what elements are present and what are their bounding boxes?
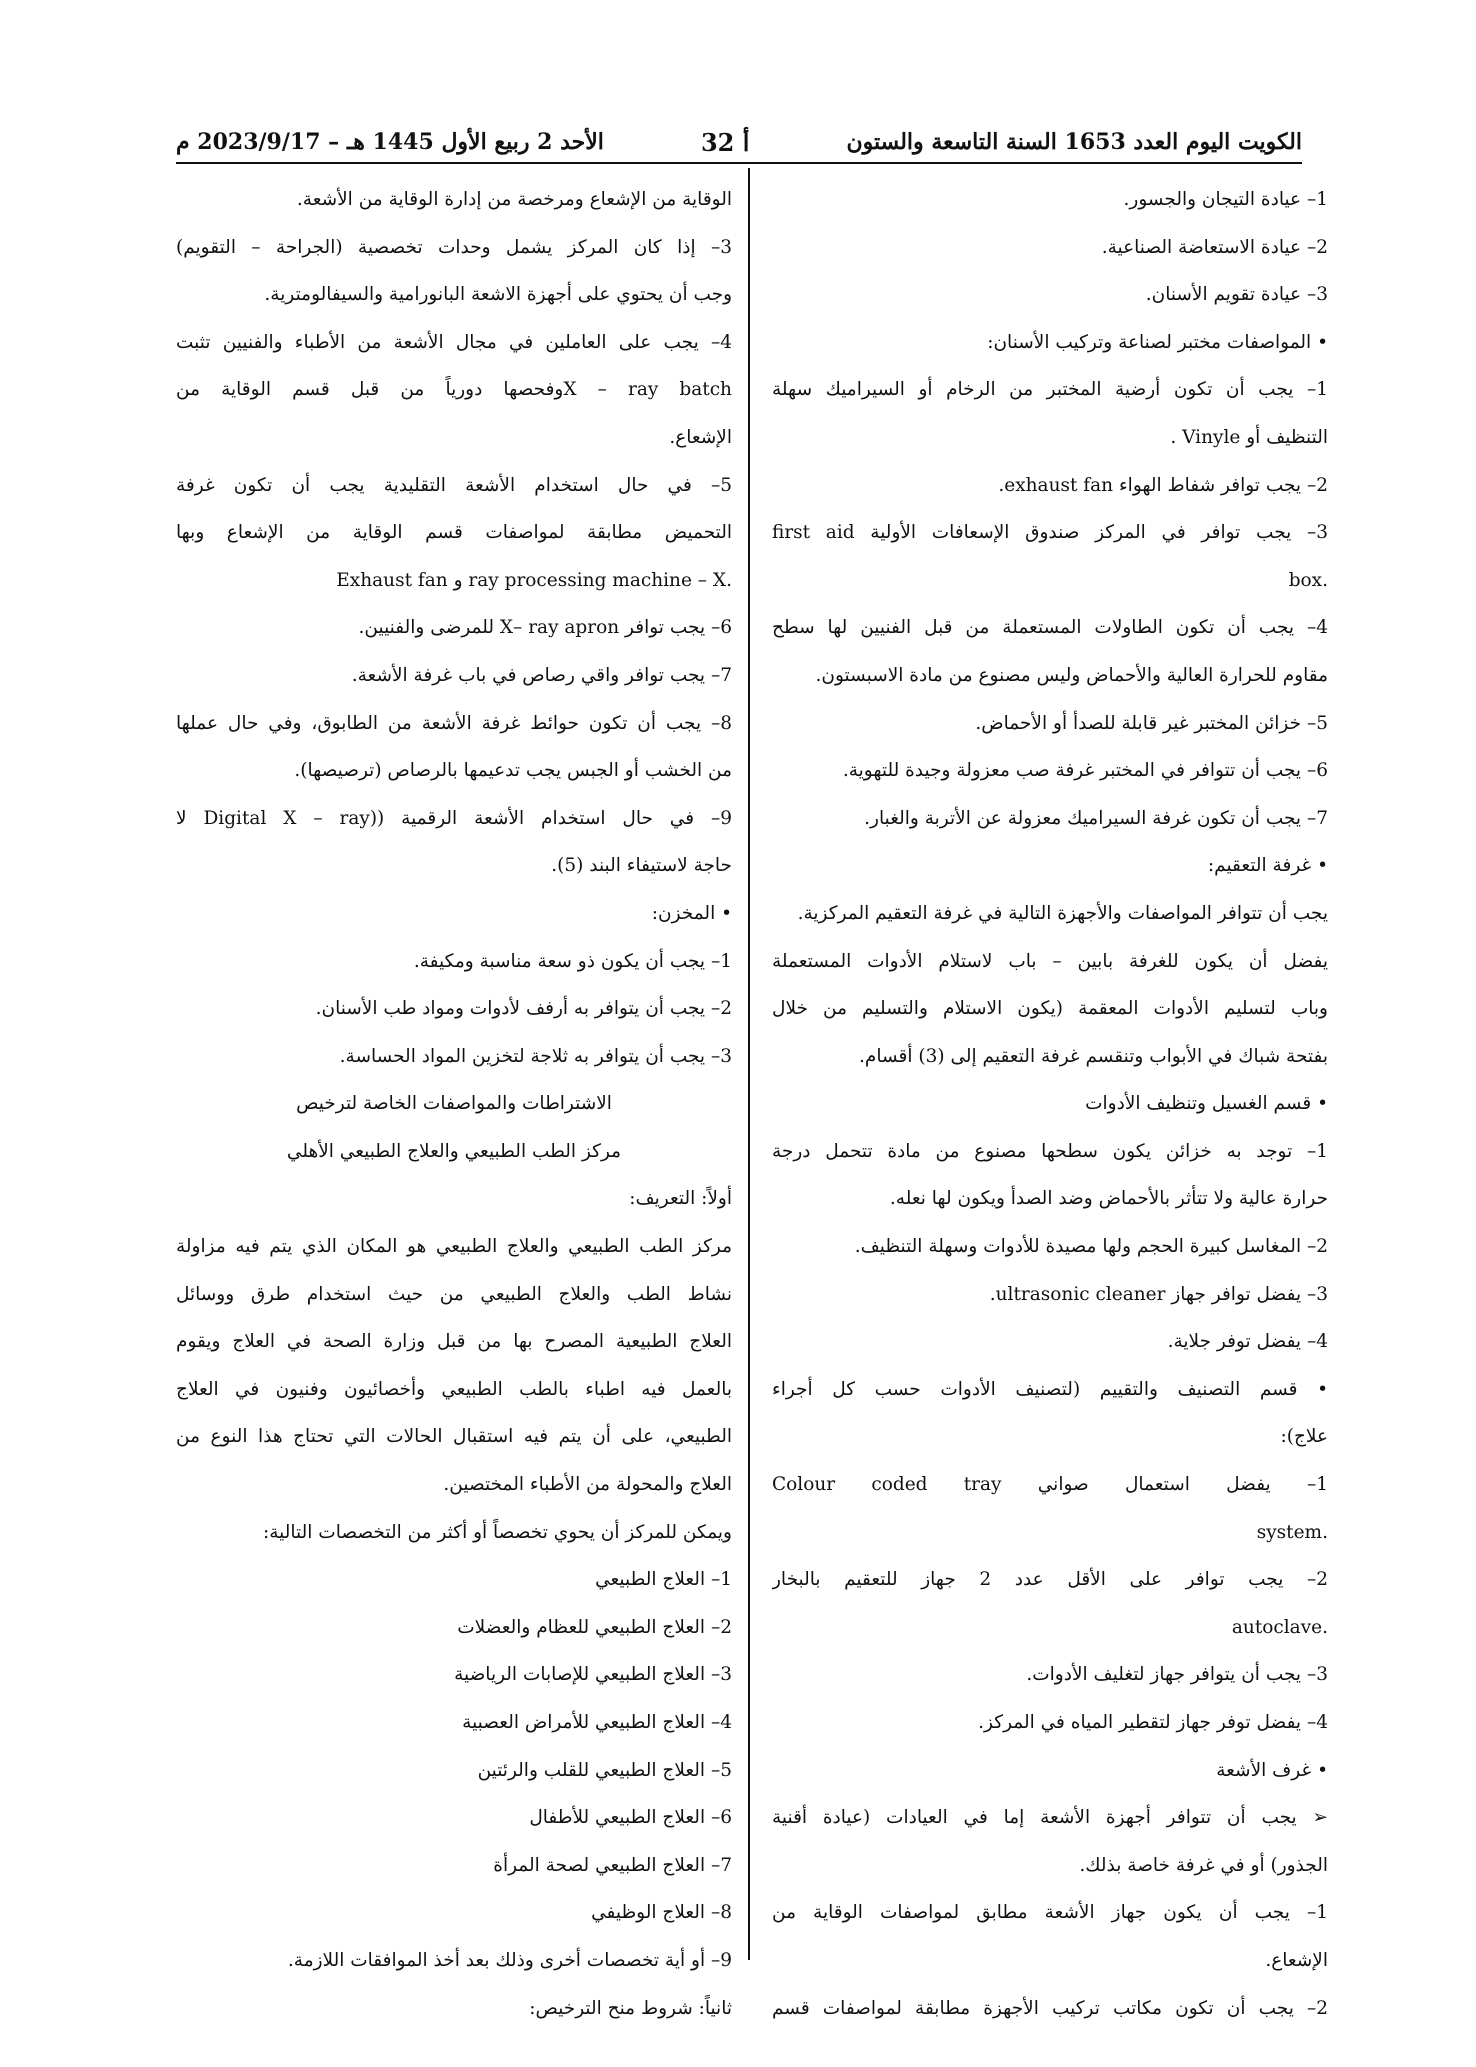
header-date: الأحد 2 ربيع الأول 1445 هـ – 2023/9/17 م bbox=[176, 129, 604, 155]
text-line: 2– المغاسل كبيرة الحجم ولها مصيدة للأدوات وسهلة التنظيف. bbox=[854, 1236, 1328, 1258]
column-divider bbox=[748, 168, 750, 1960]
text-line: 2– يجب توافر شفاط الهواء exhaust fan. bbox=[998, 474, 1328, 496]
text-line: علاج): bbox=[1280, 1426, 1328, 1448]
text-line: 2– يجب أن تكون مكاتب تركيب الأجهزة مطابقة لمواصفات قسم bbox=[772, 1997, 1328, 2019]
text-line: العلاج والمحولة من الأطباء المختصين. bbox=[443, 1474, 732, 1496]
text-line: 1– عيادة التيجان والجسور. bbox=[1123, 189, 1328, 210]
text-line: 8– العلاج الوظيفي bbox=[591, 1902, 732, 1924]
header-rule bbox=[176, 162, 1302, 164]
text-line: • قسم التصنيف والتقييم (لتصنيف الأدوات حسب كل أجراء bbox=[772, 1378, 1328, 1400]
text-line: 2– العلاج الطبيعي للعظام والعضلات bbox=[457, 1616, 732, 1638]
text-line: 6– يجب توافر X– ray apron للمرضى والفنيين. bbox=[358, 617, 732, 639]
text-line: 1– يفضل استعمال صواني Colour coded tray bbox=[772, 1474, 1328, 1496]
text-line: • المواصفات مختبر لصناعة وتركيب الأسنان: bbox=[987, 331, 1328, 353]
text-line: 3– يجب أن يتوافر جهاز لتغليف الأدوات. bbox=[1026, 1664, 1328, 1686]
text-line: يجب أن تتوافر المواصفات والأجهزة التالية في غرفة التعقيم المركزية. bbox=[797, 902, 1328, 924]
text-line: 7– يجب أن تكون غرفة السيراميك معزولة عن الأتربة والغبار. bbox=[864, 807, 1328, 829]
text-line: مركز الطب الطبيعي والعلاج الطبيعي الأهلي bbox=[286, 1140, 622, 1162]
text-line: X – ray batchوفحصها دورياً من قبل قسم الوقاية من bbox=[176, 379, 732, 401]
text-line: يفضل أن يكون للغرفة بابين – باب لاستلام الأدوات المستعملة bbox=[772, 950, 1328, 972]
text-line: 9– في حال استخدام الأشعة الرقمية ((Digital X – ray لا bbox=[176, 807, 732, 829]
text-line: الطبيعي، على أن يتم فيه استقبال الحالات التي تحتاج هذا النوع من bbox=[176, 1426, 732, 1448]
text-line: • قسم الغسيل وتنظيف الأدوات bbox=[1085, 1093, 1328, 1115]
text-line: ثانياً: شروط منح الترخيص: bbox=[529, 1997, 732, 2019]
text-line: حرارة عالية ولا تتأثر بالأحماض وضد الصدأ ويكون لها نعله. bbox=[889, 1188, 1328, 1210]
text-line: حاجة لاستيفاء البند (5). bbox=[551, 855, 732, 877]
text-line: 3– يجب أن يتوافر به ثلاجة لتخزين المواد الحساسة. bbox=[339, 1045, 732, 1067]
text-line: • المخزن: bbox=[651, 902, 732, 924]
text-line: 3– يفضل توافر جهاز ultrasonic cleaner. bbox=[989, 1283, 1328, 1305]
text-line: 2– يجب توافر على الأقل عدد 2 جهاز للتعقيم بالبخار bbox=[772, 1569, 1328, 1591]
text-line: أولاً: التعريف: bbox=[629, 1188, 732, 1210]
text-line: الإشعاع. bbox=[669, 426, 732, 448]
text-line: 1– توجد به خزائن يكون سطحها مصنوع من مادة تتحمل درجة bbox=[772, 1140, 1328, 1162]
text-line: بفتحة شباك في الأبواب وتنقسم غرفة التعقيم إلى (3) أقسام. bbox=[859, 1045, 1328, 1067]
header-issue-info: الكويت اليوم العدد 1653 السنة التاسعة والستون bbox=[846, 129, 1302, 155]
text-line: بالعمل فيه اطباء بالطب الطبيعي وأخصائيون وفنيون في العلاج bbox=[176, 1378, 732, 1400]
text-line: 4– يفضل توفر جلاية. bbox=[1167, 1331, 1328, 1353]
text-line: 1– يجب أن تكون أرضية المختبر من الرخام أو السيراميك سهلة bbox=[772, 379, 1328, 401]
text-line: الوقاية من الإشعاع ومرخصة من إدارة الوقاية من الأشعة. bbox=[296, 189, 732, 210]
text-line: وجب أن يحتوي على أجهزة الاشعة البانورامية والسيفالومترية. bbox=[264, 284, 732, 306]
text-line: 3– يجب توافر في المركز صندوق الإسعافات الأولية first aid bbox=[772, 522, 1328, 544]
text-line: .box bbox=[1288, 569, 1328, 591]
text-line: • غرفة التعقيم: bbox=[1207, 855, 1328, 877]
text-line: التحميض مطابقة لمواصفات قسم الوقاية من الإشعاع وبها bbox=[176, 522, 732, 544]
text-line: 2– عيادة الاستعاضة الصناعية. bbox=[1101, 236, 1328, 258]
text-line: 5– العلاج الطبيعي للقلب والرئتين bbox=[477, 1759, 732, 1781]
text-line: الإشعاع. bbox=[1265, 1949, 1328, 1971]
text-line: 6– العلاج الطبيعي للأطفال bbox=[529, 1807, 732, 1829]
text-line: نشاط الطب والعلاج الطبيعي من حيث استخدام طرق ووسائل bbox=[176, 1283, 732, 1305]
text-line: 3– العلاج الطبيعي للإصابات الرياضية bbox=[454, 1664, 732, 1686]
text-line: 2– يجب أن يتوافر به أرفف لأدوات ومواد طب الأسنان. bbox=[315, 998, 732, 1020]
text-line: 3– عيادة تقويم الأسنان. bbox=[1145, 284, 1328, 306]
text-line: 1– يجب أن يكون جهاز الأشعة مطابق لمواصفات الوقاية من bbox=[772, 1902, 1328, 1924]
text-line: 4– يجب على العاملين في مجال الأشعة من الأطباء والفنيين تثبت bbox=[176, 331, 732, 353]
text-line: 7– العلاج الطبيعي لصحة المرأة bbox=[493, 1854, 732, 1876]
text-line: الاشتراطات والمواصفات الخاصة لترخيص bbox=[296, 1093, 612, 1115]
text-line: 4– يفضل توفر جهاز لتقطير المياه في المركز. bbox=[978, 1712, 1328, 1733]
text-line: وباب لتسليم الأدوات المعقمة (يكون الاستلام والتسليم من خلال bbox=[772, 998, 1328, 1020]
text-line: 9– أو أية تخصصات أخرى وذلك بعد أخذ الموافقات اللازمة. bbox=[287, 1949, 732, 1971]
text-line: .autoclave bbox=[1231, 1616, 1328, 1638]
text-line: 8– يجب أن تكون حوائط غرفة الأشعة من الطابوق، وفي حال عملها bbox=[176, 712, 732, 734]
text-line: 5– في حال استخدام الأشعة التقليدية يجب أن تكون غرفة bbox=[176, 474, 732, 496]
text-line: العلاج الطبيعية المصرح بها من قبل وزارة الصحة في العلاج ويقوم bbox=[176, 1331, 732, 1353]
right-column bbox=[772, 176, 1328, 2032]
text-line: 4– العلاج الطبيعي للأمراض العصبية bbox=[462, 1712, 732, 1733]
left-column bbox=[176, 176, 732, 2032]
text-line: .ray processing machine – X و Exhaust fan bbox=[336, 569, 732, 591]
text-line: 3– إذا كان المركز يشمل وحدات تخصصية (الجراحة – التقويم) bbox=[176, 236, 732, 258]
text-line: .system bbox=[1256, 1521, 1328, 1543]
text-line: 4– يجب أن تكون الطاولات المستعملة من قبل الفنيين لها سطح bbox=[772, 617, 1328, 639]
text-line: 5– خزائن المختبر غير قابلة للصدأ أو الأحماض. bbox=[975, 712, 1328, 734]
text-line: • غرف الأشعة bbox=[1216, 1759, 1328, 1781]
text-line: التنظيف أو Vinyle . bbox=[1170, 426, 1328, 448]
text-line: ويمكن للمركز أن يحوي تخصصاً أو أكثر من التخصصات التالية: bbox=[263, 1521, 732, 1543]
header-page-number: أ 32 bbox=[700, 127, 750, 157]
text-line: مركز الطب الطبيعي والعلاج الطبيعي هو المكان الذي يتم فيه مزاولة bbox=[176, 1236, 732, 1258]
text-line: 1– العلاج الطبيعي bbox=[595, 1569, 732, 1591]
text-line: مقاوم للحرارة العالية والأحماض وليس مصنوع من مادة الاسبستون. bbox=[815, 664, 1328, 686]
text-line: 6– يجب أن تتوافر في المختبر غرفة صب معزولة وجيدة للتهوية. bbox=[842, 760, 1328, 782]
text-line: الجذور) أو في غرفة خاصة بذلك. bbox=[1079, 1854, 1328, 1876]
text-line: من الخشب أو الجبس يجب تدعيمها بالرصاص (ترصيصها). bbox=[294, 760, 732, 782]
text-line: 7– يجب توافر واقي رصاص في باب غرفة الأشعة. bbox=[351, 664, 732, 686]
text-line: ➢ يجب أن تتوافر أجهزة الأشعة إما في العيادات (عيادة أقنية bbox=[772, 1807, 1328, 1829]
page-header bbox=[176, 122, 1302, 162]
text-line: 1– يجب أن يكون ذو سعة مناسبة ومكيفة. bbox=[413, 950, 732, 972]
